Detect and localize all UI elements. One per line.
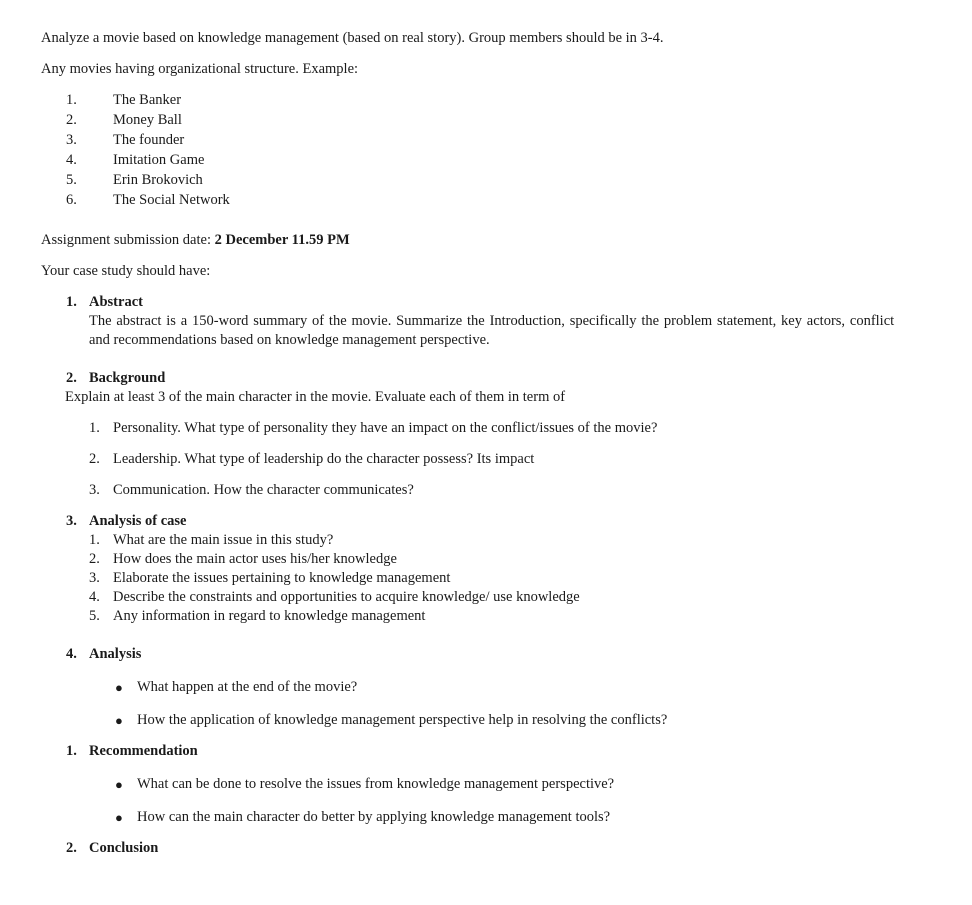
movie-number: 2.: [66, 112, 77, 128]
submission-date-value: 2 December 11.59 PM: [214, 232, 350, 248]
section-heading-recommendation: Recommendation: [89, 743, 198, 759]
analysis-bullet: What happen at the end of the movie?: [137, 679, 358, 695]
list-number: 2.: [89, 451, 100, 467]
section-number: 4.: [66, 646, 77, 662]
case-item: Describe the constraints and opportunities to acquire knowledge/ use knowledge: [113, 589, 580, 605]
background-intro: Explain at least 3 of the main character in the movie. Evaluate each of them in term of: [65, 389, 566, 405]
recommendation-bullet: How can the main character do better by applying knowledge management tools?: [137, 809, 611, 825]
movie-title: The Banker: [113, 92, 182, 108]
case-item: How does the main actor uses his/her knowledge: [113, 551, 397, 567]
movie-number: 6.: [66, 192, 77, 208]
abstract-text-line-2: and recommendations based on knowledge management perspective.: [89, 332, 490, 348]
section-number: 1.: [66, 294, 77, 310]
bullet-icon: ●: [115, 680, 123, 695]
movie-number: 3.: [66, 132, 77, 148]
movie-number: 5.: [66, 172, 77, 188]
list-number: 3.: [89, 570, 100, 586]
section-number: 3.: [66, 513, 77, 529]
movie-title: The founder: [113, 132, 185, 148]
section-number: 1.: [66, 743, 77, 759]
section-heading-abstract: Abstract: [89, 294, 143, 310]
movie-number: 4.: [66, 152, 77, 168]
submission-label: Assignment submission date:: [41, 232, 215, 248]
background-item-leadership: Leadership. What type of leadership do the character possess? Its impact: [113, 451, 535, 467]
intro-line-2: Any movies having organizational structure. Example:: [41, 61, 359, 77]
list-number: 2.: [89, 551, 100, 567]
list-number: 3.: [89, 482, 100, 498]
section-heading-analysis-of-case: Analysis of case: [89, 513, 187, 529]
case-study-intro: Your case study should have:: [41, 263, 211, 279]
bullet-icon: ●: [115, 810, 123, 825]
list-number: 1.: [89, 420, 100, 436]
analysis-bullet: How the application of knowledge management perspective help in resolving the conflicts?: [137, 712, 668, 728]
bullet-icon: ●: [115, 777, 123, 792]
case-item: Elaborate the issues pertaining to knowledge management: [113, 570, 451, 586]
background-item-personality: Personality. What type of personality they have an impact on the conflict/issues of the movie?: [113, 420, 658, 436]
list-number: 5.: [89, 608, 100, 624]
submission-date: [41, 233, 350, 248]
movie-title: Imitation Game: [113, 152, 205, 168]
section-heading-conclusion: Conclusion: [89, 840, 159, 856]
section-number: 2.: [66, 370, 77, 386]
movie-title: Erin Brokovich: [113, 172, 203, 188]
case-item: What are the main issue in this study?: [113, 532, 334, 548]
background-item-communication: Communication. How the character communicates?: [113, 482, 414, 498]
section-number: 2.: [66, 840, 77, 856]
list-number: 1.: [89, 532, 100, 548]
recommendation-bullet: What can be done to resolve the issues from knowledge management perspective?: [137, 776, 615, 792]
movie-number: 1.: [66, 92, 77, 108]
section-heading-analysis: Analysis: [89, 646, 142, 662]
case-item: Any information in regard to knowledge management: [113, 608, 426, 624]
list-number: 4.: [89, 589, 100, 605]
section-heading-background: Background: [89, 370, 166, 386]
intro-line-1: Analyze a movie based on knowledge management (based on real story). Group members should be in 3-4.: [41, 30, 664, 46]
movie-title: Money Ball: [113, 112, 182, 128]
movie-title: The Social Network: [113, 192, 230, 208]
bullet-icon: ●: [115, 713, 123, 728]
abstract-text-line-1: The abstract is a 150-word summary of the movie. Summarize the Introduction, specifically the problem statement, key actors, conflict: [89, 313, 895, 329]
